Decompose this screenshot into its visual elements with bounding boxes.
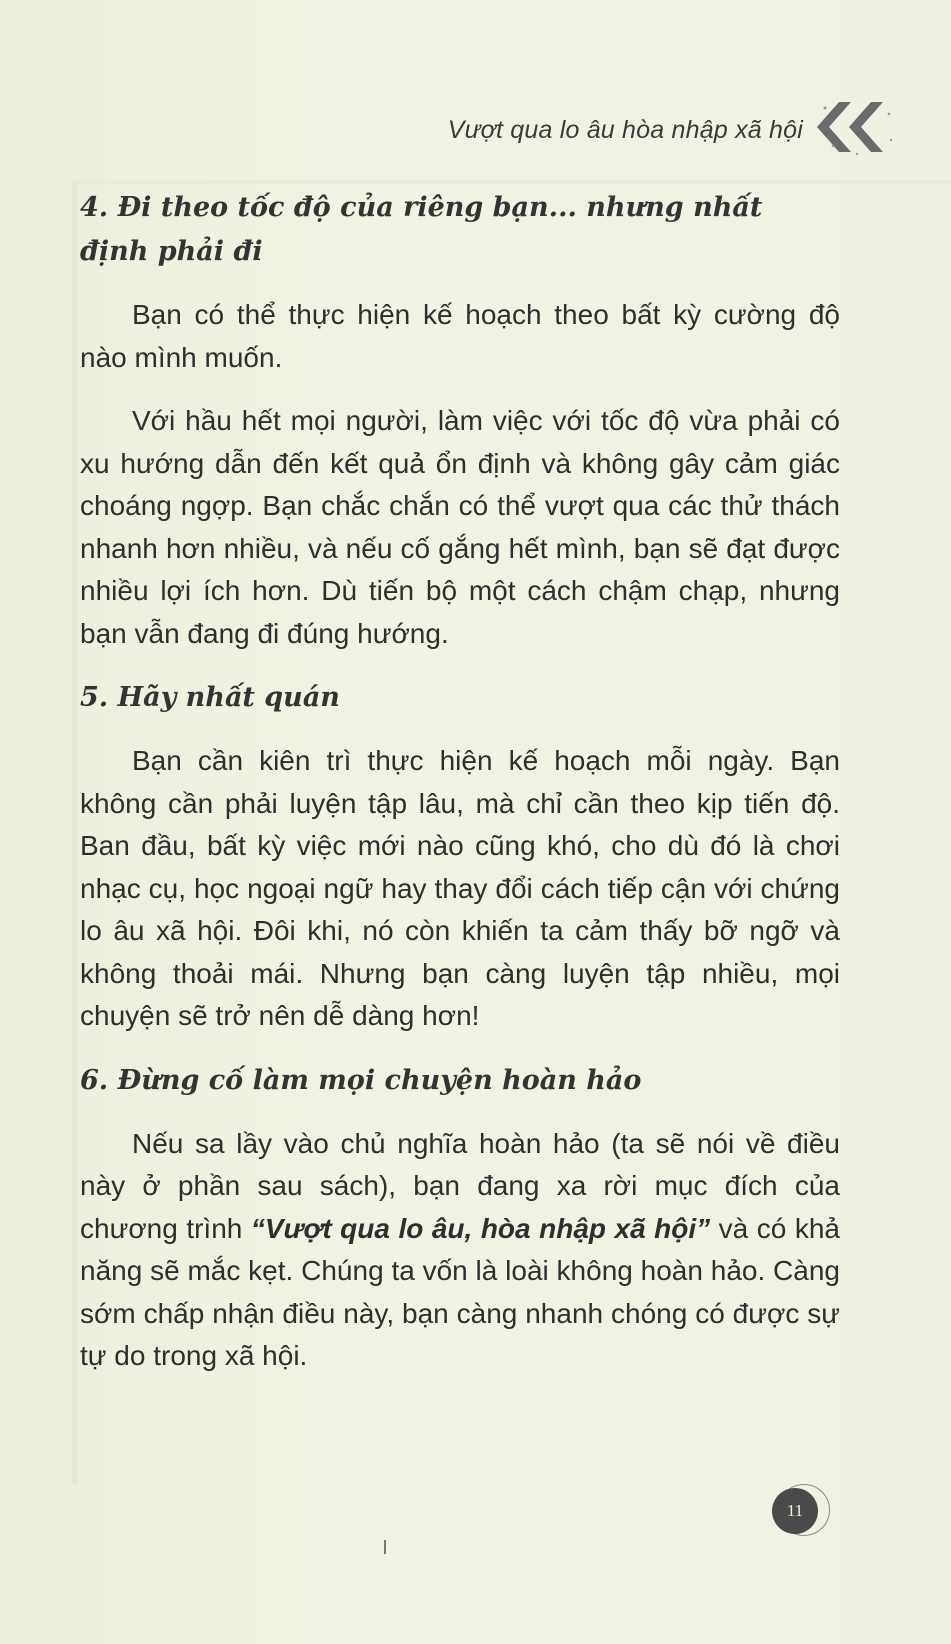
page-number-badge (768, 1480, 832, 1544)
paragraph-text: Nếu sa lầy vào chủ nghĩa hoàn hảo (ta sẽ nói về điều này ở phần sau sách), bạn đang xa rời mục đích của chương trình (80, 1127, 840, 1244)
page-body (80, 186, 840, 1399)
double-chevron-left-icon (805, 94, 895, 160)
section-heading: 6. Đừng cố làm mọi chuyện hoàn hảo (80, 1064, 642, 1096)
print-mark (384, 1540, 386, 1554)
paragraph (80, 1123, 840, 1378)
paragraph: Bạn có thể thực hiện kế hoạch theo bất kỳ cường độ nào mình muốn. (80, 299, 840, 373)
paragraph-text: và có khả năng sẽ mắc kẹt. Chúng ta vốn là loài không hoàn hảo. Càng sớm chấp nhận điều này, bạn càng nhanh chóng có được sự tự do trong xã hội. (80, 1212, 840, 1371)
page-number: 11 (772, 1488, 818, 1534)
section-heading: 5. Hãy nhất quán (80, 682, 340, 713)
section-heading: 4. Đi theo tốc độ của riêng bạn... nhưng nhất định phải đi (80, 192, 763, 267)
paragraph: Bạn cần kiên trì thực hiện kế hoạch mỗi ngày. Bạn không cần phải luyện tập lâu, mà chỉ cần theo kịp tiến độ. Ban đầu, bất kỳ việc mới nào cũng khó, cho dù đó là chơi nhạc cụ, học ngoại ngữ hay thay đổi cách tiếp cận với chứng lo âu xã hội. Đôi khi, nó còn khiến ta cảm thấy bỡ ngỡ và không thoải mái. Nhưng bạn càng luyện tập nhiều, mọi chuyện sẽ trở nên dễ dàng hơn! (80, 745, 840, 1031)
program-title-emphasis: “Vượt qua lo âu, hòa nhập xã hội” (250, 1212, 711, 1244)
running-title: Vượt qua lo âu hòa nhập xã hội (447, 116, 803, 144)
paragraph: Với hầu hết mọi người, làm việc với tốc độ vừa phải có xu hướng dẫn đến kết quả ổn định và không gây cảm giác choáng ngợp. Bạn chắc chắn có thể vượt qua các thử thách nhanh hơn nhiều, và nếu cố gắng hết mình, bạn sẽ đạt được nhiều lợi ích hơn. Dù tiến bộ một cách chậm chạp, nhưng bạn vẫn đang đi đúng hướng. (80, 405, 840, 649)
